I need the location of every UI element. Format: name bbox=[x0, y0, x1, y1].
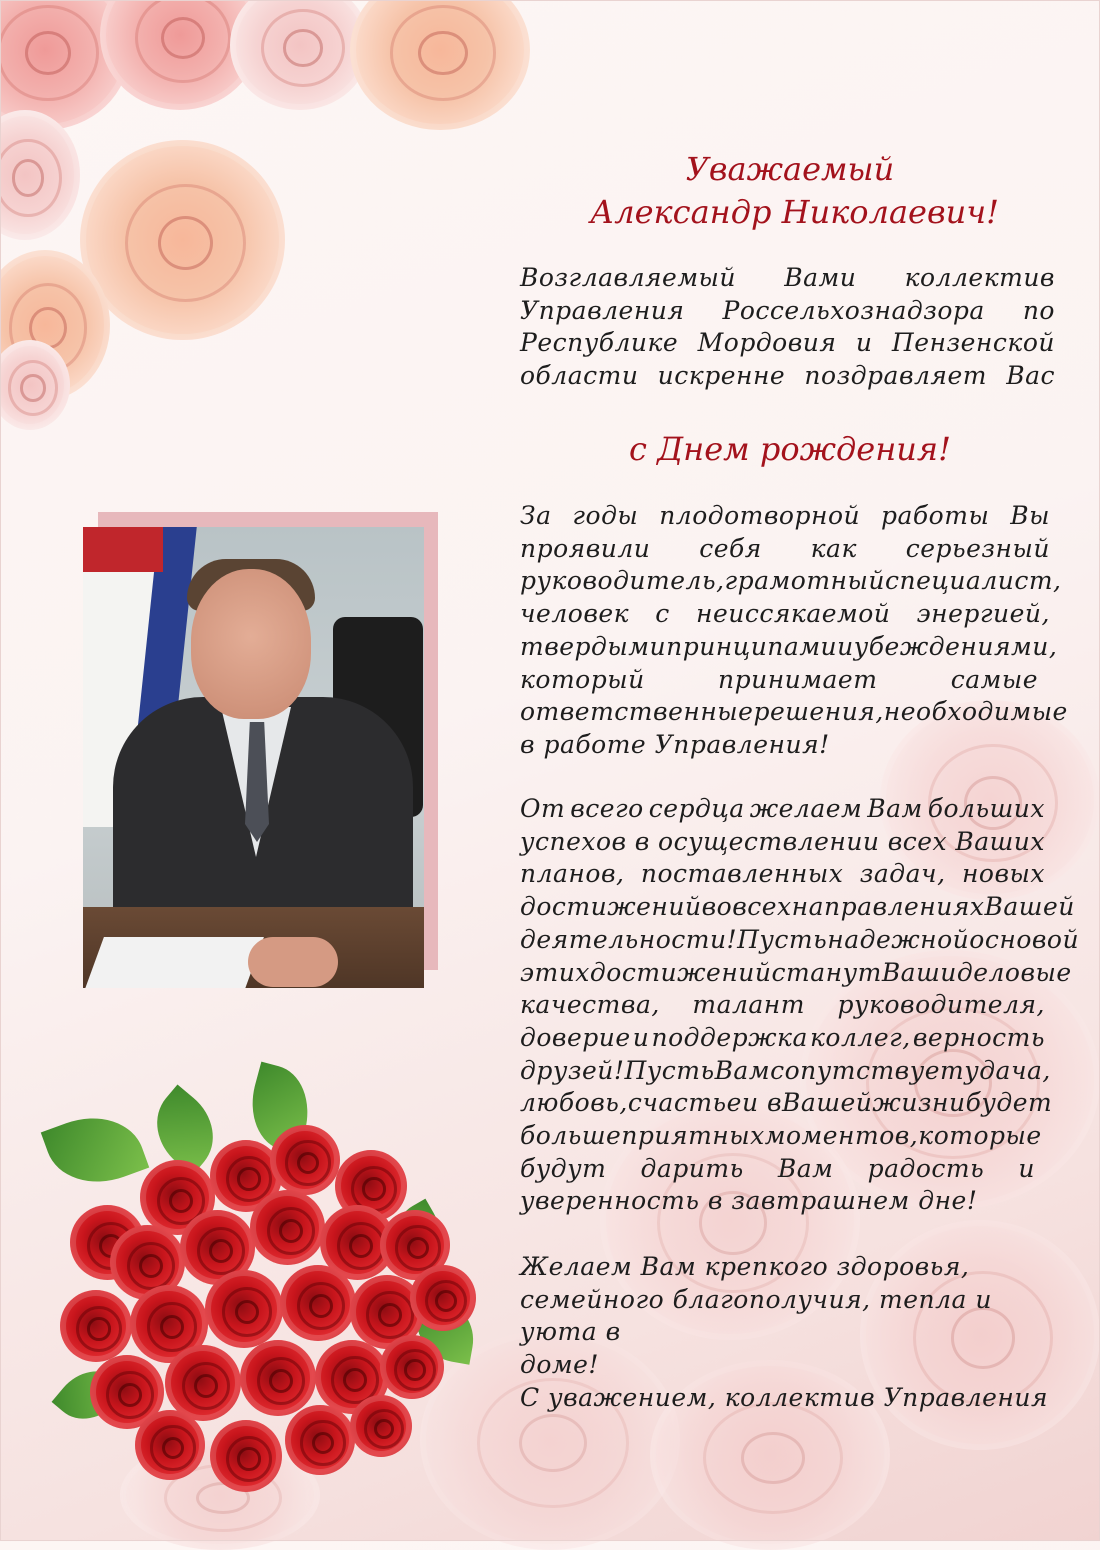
text-line: человек с неиссякаемой энергией, bbox=[520, 599, 1050, 629]
text-line: семейного благополучия, тепла и уюта в bbox=[520, 1284, 992, 1347]
text-line: От всего сердца желаем Вам больших bbox=[520, 794, 1045, 823]
text-line: доверие и поддержка коллег, верность bbox=[520, 1022, 1045, 1052]
portrait-face bbox=[191, 569, 311, 719]
health-wishes-paragraph bbox=[520, 1251, 1060, 1382]
signature: С уважением, коллектив Управления bbox=[520, 1383, 1049, 1412]
text-line: успехов в осуществлении всех Ваших bbox=[520, 826, 1045, 856]
text-line: ответственные решения, необходимые bbox=[520, 697, 1068, 727]
text-line: любовь, счастье и в Вашей жизни будет bbox=[520, 1088, 1053, 1118]
text-line: этих достижений станут Ваши деловые bbox=[520, 957, 1072, 987]
text-line: Управления Россельхознадзора по bbox=[520, 295, 1055, 325]
achievements-paragraph bbox=[520, 500, 1068, 762]
text-line: друзей! Пусть Вам сопутствует удача, bbox=[520, 1055, 1051, 1085]
greeting-line-2: Александр Николаевич! bbox=[590, 193, 999, 231]
text-line: Желаем Вам крепкого здоровья, bbox=[520, 1252, 970, 1281]
text-line: Республике Мордовия и Пензенской bbox=[520, 328, 1055, 358]
text-line: качества, талант руководителя, bbox=[520, 990, 1045, 1020]
text-line: деятельности! Пусть надежной основой bbox=[520, 924, 1080, 954]
text-line: проявили себя как серьезный bbox=[520, 533, 1050, 563]
greeting-line-1: Уважаемый bbox=[685, 150, 895, 188]
text-line: в работе Управления! bbox=[520, 729, 830, 759]
intro-paragraph bbox=[520, 262, 1055, 393]
occasion-heading: с Днем рождения! bbox=[629, 430, 951, 468]
text-line: который принимает самые bbox=[520, 664, 1038, 694]
wishes-paragraph bbox=[520, 793, 1080, 1218]
text-line: области искренне поздравляет Вас bbox=[520, 361, 1055, 391]
text-line: достижений во всех направлениях Вашей bbox=[520, 892, 1075, 922]
text-line: уверенность в завтрашнем дне! bbox=[520, 1186, 978, 1216]
text-line: твердыми принципами и убеждениями, bbox=[520, 631, 1058, 661]
portrait-photo bbox=[83, 527, 424, 988]
text-line: доме! bbox=[520, 1350, 599, 1380]
text-line: Возглавляемый Вами коллектив bbox=[520, 263, 1055, 292]
text-line: руководитель, грамотный специалист, bbox=[520, 566, 1062, 596]
text-line: планов, поставленных задач, новых bbox=[520, 859, 1045, 889]
text-line: больше приятных моментов, которые bbox=[520, 1121, 1042, 1151]
text-line: За годы плодотворной работы Вы bbox=[520, 501, 1050, 530]
text-line: будут дарить Вам радость и bbox=[520, 1153, 1035, 1183]
